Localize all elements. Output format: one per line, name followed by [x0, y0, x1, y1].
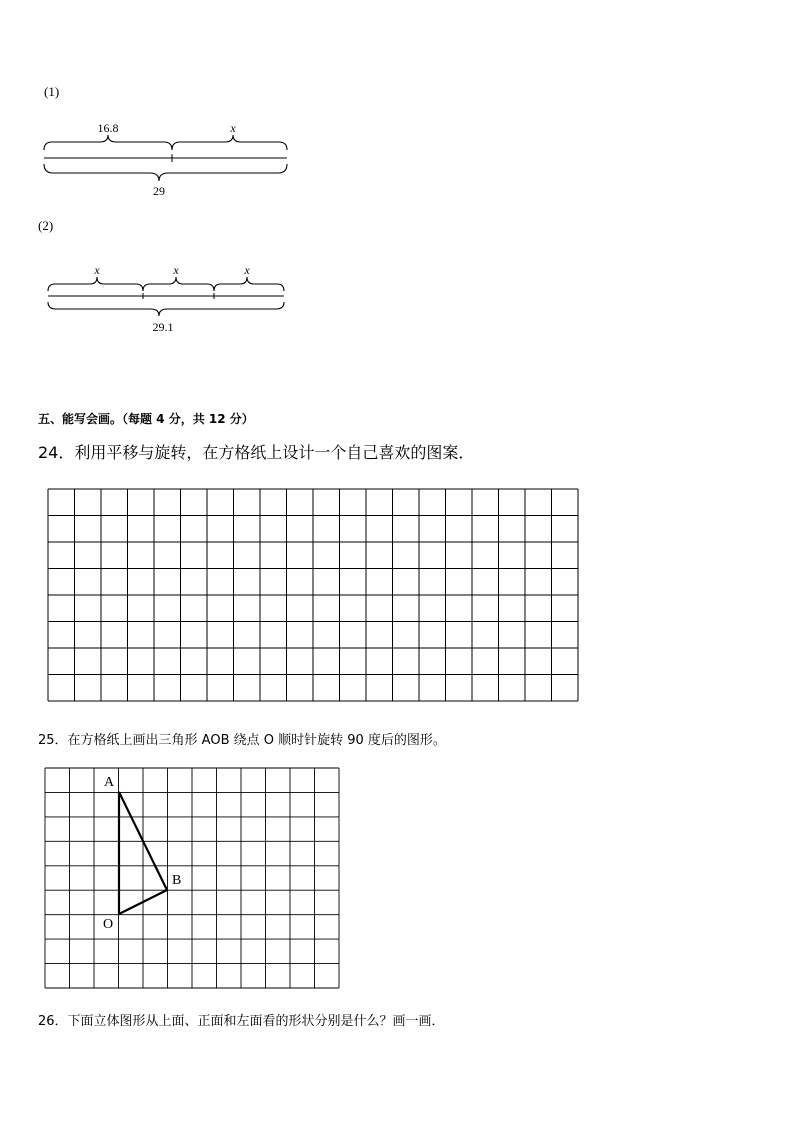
value-total: 29.1 [152, 320, 174, 334]
value-x-3: x [244, 263, 250, 277]
section-heading: 五、能写会画。（每题 4 分，共 12 分） [38, 412, 254, 426]
brace-top-3 [214, 277, 284, 291]
brace-top-1 [48, 277, 143, 291]
value-total: 29 [153, 184, 165, 198]
brace-bottom-total [44, 164, 287, 181]
grid-24 [46, 487, 581, 703]
brace-top-2 [143, 277, 214, 291]
question-25: 25．在方格纸上画出三角形 AOB 绕点 O 顺时针旋转 90 度后的图形。 [38, 733, 446, 748]
value-x: x [230, 121, 236, 135]
value-16-8: 16.8 [97, 121, 119, 135]
diagram1-label: (1) [44, 84, 60, 99]
question-26: 26．下面立体图形从上面、正面和左面看的形状分别是什么？画一画． [38, 1014, 445, 1029]
value-x-2: x [173, 263, 179, 277]
segment-diagram-1 [38, 120, 298, 202]
value-x-1: x [94, 263, 100, 277]
grid-25 [43, 766, 343, 991]
segment-diagram-2 [42, 258, 292, 338]
point-o-label: O [103, 917, 114, 932]
point-a-label: A [104, 775, 115, 790]
question-24: 24．利用平移与旋转，在方格纸上设计一个自己喜欢的图案． [38, 443, 475, 462]
diagram2-label: (2) [38, 218, 54, 233]
brace-top-right [172, 135, 287, 150]
point-b-label: B [172, 873, 182, 888]
brace-bottom-total [48, 302, 284, 316]
brace-top-left [44, 135, 172, 150]
